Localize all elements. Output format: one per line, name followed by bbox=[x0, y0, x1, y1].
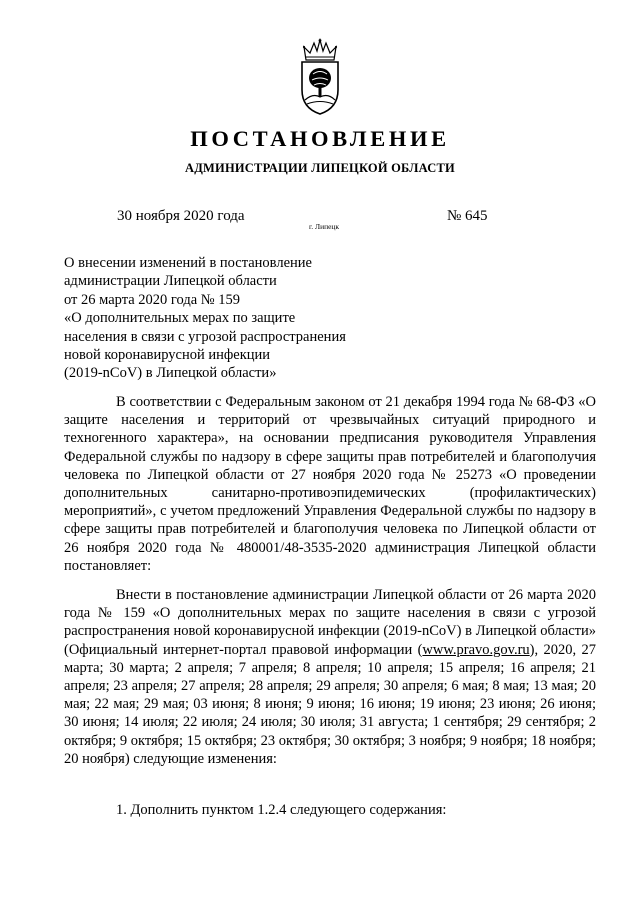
subject-line: администрации Липецкой области bbox=[64, 273, 277, 290]
subject-line: населения в связи с угрозой распространения bbox=[64, 328, 346, 345]
item-1-paragraph: 1. Дополнить пунктом 1.2.4 следующего содержания: bbox=[116, 802, 447, 818]
document-date: 30 ноября 2020 года bbox=[117, 208, 245, 224]
document-subject bbox=[64, 254, 346, 383]
document-title: ПОСТАНОВЛЕНИЕ bbox=[190, 126, 450, 151]
subject-line: (2019-nCoV) в Липецкой области» bbox=[64, 365, 277, 382]
issuing-authority: АДМИНИСТРАЦИИ ЛИПЕЦКОЙ ОБЛАСТИ bbox=[185, 161, 455, 175]
amendment-text-start: Внести в постановление администрации Липецкой области от 26 марта 2020 года № 159 «О дополнительных мерах по защите населения в связи с угрозой распространения новой коронавирусной инфекции (2019-nCoV) в Липецкой области» (Официальный интернет-портал правовой информации ( bbox=[64, 587, 596, 658]
pravo-gov-link[interactable]: www.pravo.gov.ru bbox=[422, 641, 530, 658]
preamble-paragraph: В соответствии с Федеральным законом от 21 декабря 1994 года № 68-ФЗ «О защите населения и территорий от чрезвычайных ситуаций природного и техногенного характера», на основании предписания руководителя Управления Федеральной службы по надзору в сфере защиты прав потребителей и благополучия человека по Липецкой области от 27 ноября 2020 года № 25273 «О проведении дополнительных санитарно-противоэпидемических (профилактических) мероприятий», с учетом предложений Управления Федеральной службы по надзору в сфере защиты прав потребителей и благополучия человека по Липецкой области от 26 ноября 2020 года № 480001/48-3535-2020 администрация Липецкой области постановляет: bbox=[64, 394, 596, 574]
subject-line: «О дополнительных мерах по защите bbox=[64, 310, 296, 327]
subject-line: от 26 марта 2020 года № 159 bbox=[64, 291, 240, 308]
subject-line: О внесении изменений в постановление bbox=[64, 255, 312, 271]
document-city: г. Липецк bbox=[309, 222, 340, 231]
document-number: № 645 bbox=[447, 208, 488, 224]
amendment-text-end: ), 2020, 27 марта; 30 марта; 2 апреля; 7 апреля; 8 апреля; 10 апреля; 15 апреля; 16 апреля; 21 апреля; 23 апреля; 27 апреля; 28 апреля; 29 апреля; 30 апреля; 6 мая; 8 мая; 13 мая; 20 мая; 22 мая; 29 мая; 03 июня; 8 июня; 9 июня; 16 июня; 19 июня; 23 июня; 26 июня; 30 июня; 14 июля; 22 июля; 24 июля; 30 июля; 31 августа; 1 сентября; 29 сентября; 2 октября; 9 октября; 15 октября; 23 октября; 30 октября; 3 ноября; 9 ноября; 18 ноября; 20 ноября) следующие изменения: bbox=[64, 641, 596, 767]
subject-line: новой коронавирусной инфекции bbox=[64, 347, 271, 364]
coat-of-arms-icon bbox=[297, 38, 343, 116]
amendment-paragraph bbox=[64, 586, 596, 768]
